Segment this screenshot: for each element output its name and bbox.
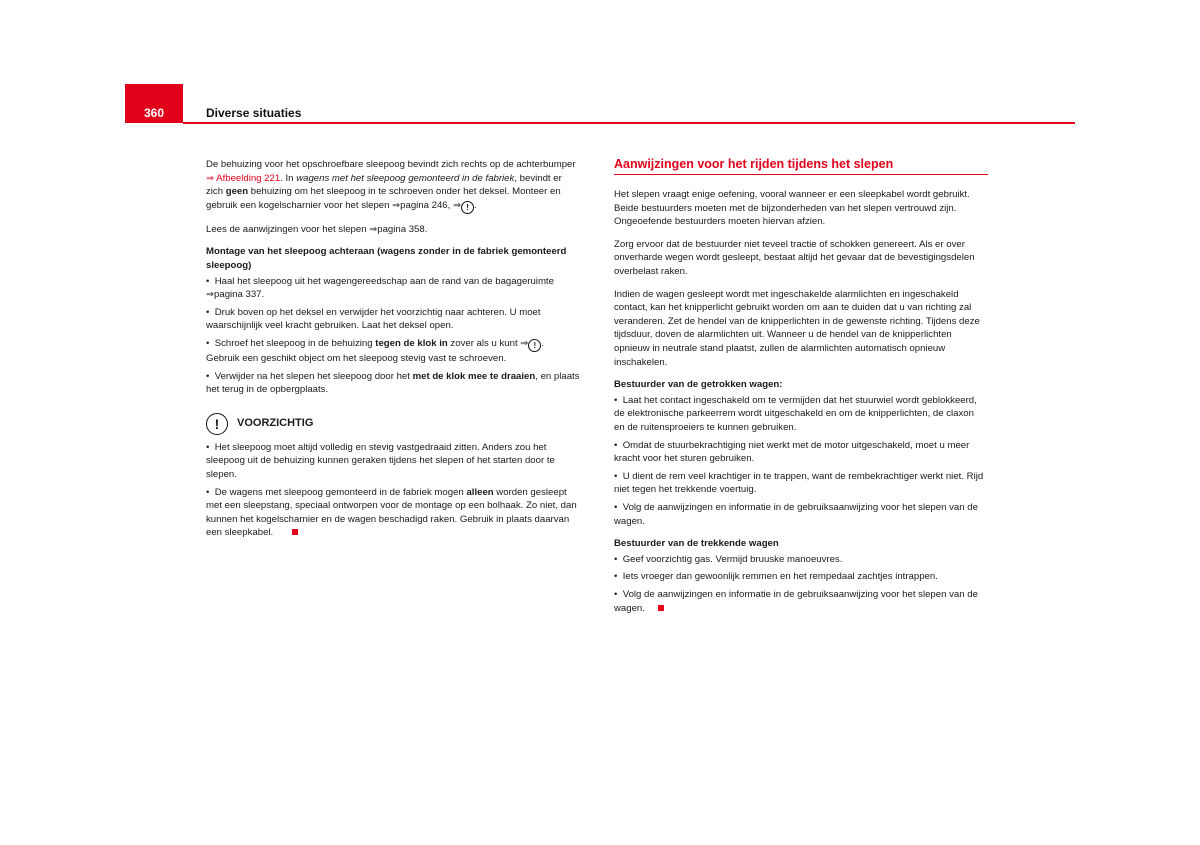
text-italic: wagens met het sleepoog gemonteerd in de fabriek [296,172,515,184]
end-marker [292,529,298,535]
text: worden gesleept met een sleepstang, speciaal ontworpen voor de montage op een bolhaak. Zo niet, dan kunnen het kogelscharnier en de wagen beschadigd raken. Gebruik in plaats daarvan een sleepkabel. [206,486,577,539]
text: . Gebruik een geschikt object om het sleepoog stevig vast te schroeven. [206,337,544,364]
text: Druk boven op het deksel en verwijder het voorzichtig naar achteren. U moet waarschijnlijk veel kracht gebruiken. Laat het deksel open. [206,306,541,332]
subheading-mounting: Montage van het sleepoog achteraan (wagens zonder in de fabriek gemonteerd sleepoog) [206,246,567,271]
text: behuizing om het sleepoog in te schroeven onder het deksel. Monteer en gebruik een kogelscharnier voor het slepen ⇒pagina 246, ⇒ [206,186,561,211]
text: Schroef het sleepoog in de behuizing [214,337,376,349]
right-column [614,158,986,619]
left-column [206,158,580,544]
end-marker [658,605,664,611]
text: De wagens met sleepoog gemonteerd in de fabriek mogen [214,486,467,498]
list-item: • Druk boven op het deksel en verwijder het voorzichtig naar achteren. U moet waarschijnlijk veel kracht gebruiken. Laat het deksel open. [206,306,541,332]
text: Geef voorzichtig gas. Vermijd bruuske manoeuvres. [622,553,843,565]
list-item: • Laat het contact ingeschakeld om te vermijden dat het stuurwiel wordt geblokkeerd, de elektronische parkeerrem wordt uitgeschakeld en om de knipperlichten, de claxon en de ruitensproeiers te kunnen gebruiken. [614,394,977,433]
list-item: • Geef voorzichtig gas. Vermijd bruuske manoeuvres. [614,553,843,565]
header-rule [183,122,1075,124]
text: . In [280,172,297,184]
list-item: • Haal het sleepoog uit het wagengereedschap aan de rand van de bagageruimte ⇒pagina 337. [206,275,554,301]
heading-rule [614,174,988,176]
text-bold: alleen [466,486,494,498]
list-item: • Verwijder na het slepen het sleepoog door het met de klok mee te draaien, en plaats het terug in de opbergplaats. [206,370,580,396]
paragraph: Zorg ervoor dat de bestuurder niet teveel tractie of schokken genereert. Als er over onverharde wegen wordt gesleept, bestaat altijd het gevaar dat de bevestigingsdelen overbelast raken. [614,238,975,278]
text: Verwijder na het slepen het sleepoog door het [214,370,413,382]
subheading-towing-driver: Bestuurder van de trekkende wagen [614,538,779,550]
read-instructions-paragraph: Lees de aanwijzingen voor het slepen ⇒pagina 358. [206,223,428,235]
towing-heading: Aanwijzingen voor het rijden tijdens het slepen [614,157,894,171]
text: Laat het contact ingeschakeld om te vermijden dat het stuurwiel wordt geblokkeerd, de elektronische parkeerrem wordt uitgeschakeld en om de knipperlichten, de claxon en de ruitensproeiers te kunnen gebruiken. [614,394,977,433]
list-item: • U dient de rem veel krachtiger in te trappen, want de rembekrachtiger werkt niet. Rijd niet tegen het trekkende voertuig. [614,470,984,496]
caution-icon: ! [528,339,541,352]
subheading-towed-driver: Bestuurder van de getrokken wagen: [614,379,783,391]
text: Volg de aanwijzingen en informatie in de gebruiksaanwijzing voor het slepen van de wagen. [614,501,978,527]
caution-item: • Het sleepoog moet altijd volledig en stevig vastgedraaid zitten. Anders zou het sleepoog uit de behuizing kunnen geraken tijdens het slepen of het starten door te slepen. [206,441,555,480]
text: , en plaats het terug in de opbergplaats. [206,370,580,396]
text: Iets vroeger dan gewoonlijk remmen en het rempedaal zachtjes intrappen. [622,571,938,583]
caution-item: • De wagens met sleepoog gemonteerd in de fabriek mogen alleen worden gesleept met een sleepstang, speciaal ontworpen voor de montage op een bolhaak. Zo niet, dan kunnen het kogelscharnier en de wagen beschadigd raken. Gebruik in plaats daarvan een sleepkabel. [206,486,577,539]
list-item: • Schroef het sleepoog in de behuizing tegen de klok in zover als u kunt ⇒ ! . Gebruik een geschikt object om het sleepoog stevig vast te schroeven. [206,337,544,364]
text: , bevindt er zich [206,172,562,198]
list-item: • Volg de aanwijzingen en informatie in de gebruiksaanwijzing voor het slepen van de wagen. [614,588,978,614]
text: zover als u kunt ⇒ [447,337,529,349]
paragraph: Indien de wagen gesleept wordt met ingeschakelde alarmlichten en ingeschakeld contact, kan het knipperlicht gebruikt worden om aan te duiden dat u van richting zal veranderen. Zet de hendel van de knipperlichten in de gewenste richting. Tijdens deze tijdsduur, doven de alarmlichten uit. Wanneer u de hendel van de knipperlichten opnieuw in neutrale stand plaatst, zullen de alarmlichten automatisch opnieuw inschakelen. [614,288,980,368]
text: Omdat de stuurbekrachtiging niet werkt met de motor uitgeschakeld, moet u meer kracht voor het sturen gebruiken. [614,439,970,465]
caution-icon: ! [206,413,228,435]
text: De behuizing voor het opschroefbare sleepoog bevindt zich rechts op de achterbumper [206,159,576,170]
page-number: 360 [143,106,165,120]
paragraph: Het slepen vraagt enige oefening, vooral wanneer er een sleepkabel wordt gebruikt. Beide bestuurders moeten met de bijzonderheden van het slepen vertrouwd zijn. Ongeoefende bestuurders moeten hiervan afzien. [614,189,970,228]
text-bold: geen [225,186,249,198]
text: Het sleepoog moet altijd volledig en stevig vastgedraaid zitten. Anders zou het sleepoog uit de behuizing kunnen geraken tijdens het slepen of het starten door te slepen. [206,441,555,480]
caution-icon: ! [461,201,474,214]
text-bold: tegen de klok in [375,337,448,349]
section-title: Diverse situaties [206,106,302,120]
figure-link[interactable]: ⇒ Afbeelding 221 [206,172,281,184]
list-item: • Omdat de stuurbekrachtiging niet werkt met de motor uitgeschakeld, moet u meer kracht voor het sturen gebruiken. [614,439,970,465]
list-item: • Volg de aanwijzingen en informatie in de gebruiksaanwijzing voor het slepen van de wagen. [614,501,978,527]
text: Volg de aanwijzingen en informatie in de gebruiksaanwijzing voor het slepen van de wagen. [614,588,978,614]
caution-title: VOORZICHTIG [237,416,314,429]
text: . [474,199,477,211]
text-bold: met de klok mee te draaien [412,370,536,382]
list-item: • Iets vroeger dan gewoonlijk remmen en het rempedaal zachtjes intrappen. [614,571,938,583]
caution-header [206,413,580,435]
intro-paragraph [206,158,580,214]
text: U dient de rem veel krachtiger in te trappen, want de rembekrachtiger werkt niet. Rijd niet tegen het trekkende voertuig. [614,470,984,496]
text: Haal het sleepoog uit het wagengereedschap aan de rand van de bagageruimte ⇒pagina 337. [206,275,554,301]
